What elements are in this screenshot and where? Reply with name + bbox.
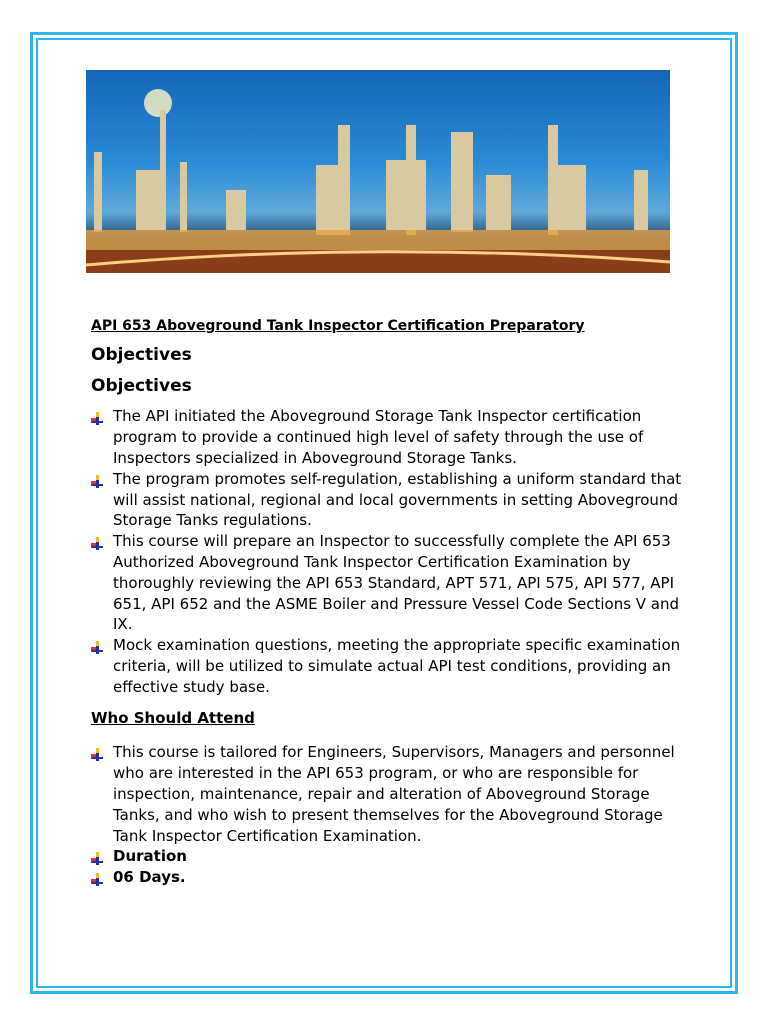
list-item — [91, 635, 691, 697]
objectives-list — [91, 406, 691, 697]
list-item — [91, 406, 691, 468]
objectives-heading-repeat: Objectives — [91, 375, 192, 396]
attendee-list — [91, 742, 691, 846]
who-should-attend-heading: Who Should Attend — [91, 708, 255, 727]
list-item — [91, 531, 691, 635]
bullet-icon — [91, 535, 104, 548]
bullet-icon — [91, 850, 104, 863]
objectives-heading: Objectives — [91, 344, 192, 365]
bullet-icon — [91, 746, 104, 759]
bullet-icon — [91, 473, 104, 486]
list-item-text: Mock examination questions, meeting the appropriate specific examination criteria, will be utilized to simulate actual API test conditions, providing an effective study base. — [113, 636, 681, 696]
bullet-icon — [91, 639, 104, 652]
list-item-text: The API initiated the Aboveground Storage Tank Inspector certification program to provide a continued high level of safety through the use of Inspectors specialized in Aboveground Storage Tanks. — [113, 407, 644, 467]
list-item-text: This course will prepare an Inspector to successfully complete the API 653 Authorized Aboveground Tank Inspector Certification Examination by thoroughly reviewing the API 653 Standard, APT 571, API 575, API 577, API 651, API 652 and the ASME Boiler and Pressure Vessel Code Sections V and IX. — [113, 532, 680, 634]
duration-label — [91, 846, 691, 867]
list-item — [91, 469, 691, 531]
document-title: API 653 Aboveground Tank Inspector Certification Preparatory — [91, 318, 585, 334]
list-item — [91, 742, 691, 846]
list-item-text: This course is tailored for Engineers, Supervisors, Managers and personnel who are interested in the API 653 program, or who are responsible for inspection, maintenance, repair and alteration of Aboveground Storage Tanks, and who wish to present themselves for the Aboveground Storage Tank Inspector Certification Examination. — [113, 743, 675, 845]
list-item-text: The program promotes self-regulation, establishing a uniform standard that will assist national, regional and local governments in setting Aboveground Storage Tanks regulations. — [113, 469, 682, 530]
bullet-icon — [91, 410, 104, 423]
duration-label-text: Duration — [113, 847, 187, 866]
bullet-icon — [91, 871, 104, 884]
refinery-banner-image — [86, 70, 670, 273]
duration-value — [91, 867, 691, 888]
duration-value-text: 06 Days. — [113, 868, 186, 887]
